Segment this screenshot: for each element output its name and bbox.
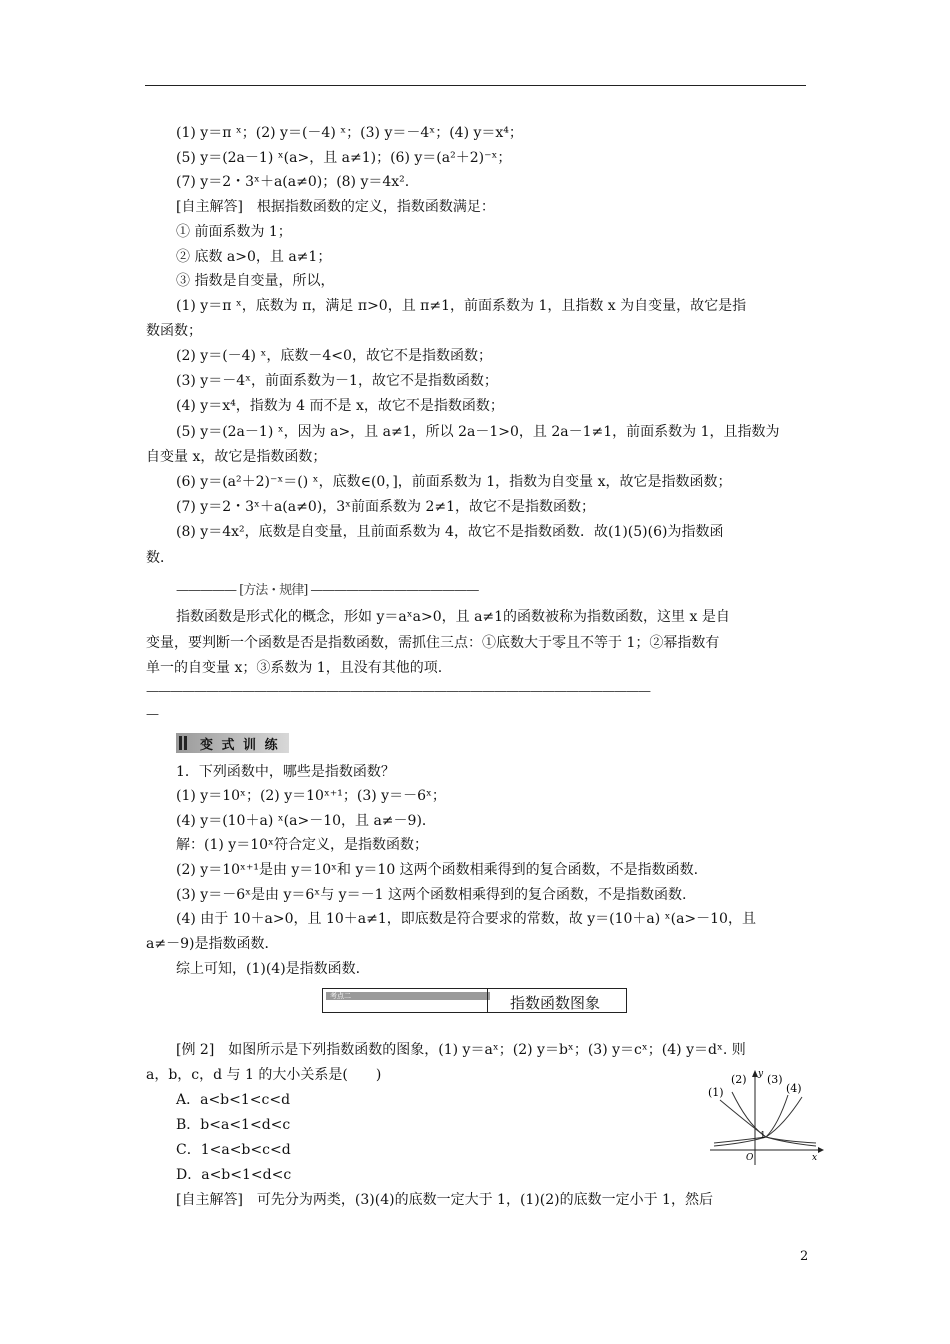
exercise-conclusion: 综上可知，(1)(4)是指数函数.	[176, 961, 361, 977]
curve-4	[714, 1097, 802, 1143]
example-2-question-cont: a，b，c，d 与 1 的大小关系是( )	[146, 1067, 382, 1083]
function-list-line-1: (1) y＝π ˣ；(2) y＝(－4) ˣ；(3) y＝－4ˣ；(4) y＝x⁴；	[176, 125, 523, 141]
curve-label-4: (4)	[786, 1082, 802, 1095]
solution-line-6: (6) y＝(a²＋2)⁻ˣ＝() ˣ，底数∈(0，]，前面系数为 1，指数为自变量 x，故它是指数函数；	[176, 474, 732, 490]
solution-line-1: (1) y＝π ˣ，底数为 π，满足 π>0，且 π≠1，前面系数为 1，且指数 x 为自变量，故它是指	[176, 298, 747, 314]
function-list-line-3: (7) y＝2・3ˣ＋a(a≠0)；(8) y＝4x².	[176, 174, 410, 190]
x-axis-label: x	[812, 1153, 818, 1163]
curve-3	[714, 1095, 788, 1146]
solution-line-7: (7) y＝2・3ˣ＋a(a≠0)，3ˣ前面系数为 2≠1，故它不是指数函数；	[176, 499, 596, 515]
variant-training-badge	[176, 733, 289, 753]
exercise-functions-1: (1) y＝10ˣ；(2) y＝10ˣ⁺¹；(3) y＝－6ˣ；	[176, 788, 446, 804]
solution-line-5-cont: 自变量 x，故它是指数函数；	[146, 449, 327, 465]
exercise-answer-4: (4) 由于 10＋a>0，且 10＋a≠1，即底数是符合要求的常数，故 y＝(10＋a) ˣ(a>－10，且	[176, 911, 756, 927]
x-axis-arrow-icon	[818, 1147, 824, 1153]
solution-line-1-cont: 数函数；	[146, 323, 202, 339]
origin-label: O	[746, 1153, 754, 1163]
method-text-line-1: 指数函数是形式化的概念，形如 y＝aˣa>0，且 a≠1的函数被称为指数函数，这里 x 是自	[176, 609, 730, 625]
curve-2	[732, 1092, 816, 1146]
example-2-solution: [自主解答] 可先分为两类，(3)(4)的底数一定大于 1，(1)(2)的底数一定小于 1，然后	[176, 1192, 713, 1208]
topic-separator	[487, 989, 488, 1012]
curve-label-1: (1)	[708, 1086, 724, 1099]
header-rule	[145, 85, 806, 86]
topic-tag: 考点二	[326, 992, 490, 1000]
section-divider: ——————————————————————————————————————————	[146, 684, 650, 699]
option-a: A．a<b<1<c<d	[176, 1092, 291, 1108]
intercept-label: 1	[760, 1131, 766, 1141]
badge-label: 变 式 训 练	[200, 738, 280, 753]
page-number: 2	[800, 1249, 809, 1264]
solution-line-8: (8) y＝4x²，底数是自变量，且前面系数为 4，故它不是指数函数．故(1)(5)(6)为指数函	[176, 524, 724, 540]
example-2-question: [例 2] 如图所示是下列指数函数的图象，(1) y＝aˣ；(2) y＝bˣ；(3) y＝cˣ；(4) y＝dˣ. 则	[176, 1042, 746, 1058]
condition-2: ② 底数 a>0，且 a≠1；	[176, 249, 332, 265]
exercise-answer-1: 解：(1) y＝10ˣ符合定义，是指数函数；	[176, 837, 428, 853]
exercise-question: 1．下列函数中，哪些是指数函数？	[176, 764, 395, 780]
option-c: C．1<a<b<c<d	[176, 1142, 291, 1158]
exercise-functions-2: (4) y＝(10＋a) ˣ(a>－10，且 a≠－9)．	[176, 813, 436, 829]
solution-line-5: (5) y＝(2a－1) ˣ，因为 a>，且 a≠1，所以 2a－1>0，且 2a－1≠1，前面系数为 1，且指数为	[176, 424, 780, 440]
exponential-graph-figure	[706, 1067, 824, 1167]
solution-line-2: (2) y＝(－4) ˣ，底数－4<0，故它不是指数函数；	[176, 348, 492, 364]
condition-3: ③ 指数是自变量，所以，	[176, 273, 335, 289]
curve-label-2: (2)	[731, 1073, 747, 1086]
curve-label-3: (3)	[767, 1073, 783, 1086]
topic-title: 指数函数图象	[510, 994, 601, 1012]
function-list-line-2: (5) y＝(2a－1) ˣ(a>，且 a≠1)；(6) y＝(a²＋2)⁻ˣ；	[176, 150, 512, 166]
badge-bars-icon	[179, 736, 187, 750]
solution-heading: [自主解答] 根据指数函数的定义，指数函数满足：	[176, 199, 495, 215]
exercise-answer-4-cont: a≠－9)是指数函数．	[146, 936, 279, 952]
condition-1: ① 前面系数为 1；	[176, 224, 292, 240]
option-d: D．a<b<1<d<c	[176, 1167, 292, 1183]
topic-header-box	[322, 988, 627, 1013]
solution-line-8-cont: 数．	[146, 550, 174, 566]
solution-line-3: (3) y＝－4ˣ，前面系数为－1，故它不是指数函数；	[176, 373, 498, 389]
curve-1	[720, 1100, 816, 1143]
exercise-answer-3: (3) y＝－6ˣ是由 y＝6ˣ与 y＝－1 这两个函数相乘得到的复合函数，不是指数函数.	[176, 887, 687, 903]
method-rule-heading: ————— [方法・规律] ——————————————	[176, 583, 479, 598]
solution-line-4: (4) y＝x⁴，指数为 4 而不是 x，故它不是指数函数；	[176, 398, 504, 414]
y-axis-label: y	[758, 1069, 764, 1079]
option-b: B．b<a<1<d<c	[176, 1117, 291, 1133]
method-text-line-3: 单一的自变量 x；③系数为 1，且没有其他的项.	[146, 660, 443, 676]
section-divider-end: —	[146, 707, 158, 722]
exercise-answer-2: (2) y＝10ˣ⁺¹是由 y＝10ˣ和 y＝10 这两个函数相乘得到的复合函数，不是指数函数.	[176, 862, 699, 878]
method-text-line-2: 变量，要判断一个函数是否是指数函数，需抓住三点：①底数大于零且不等于 1；②幂指数有	[146, 635, 720, 651]
